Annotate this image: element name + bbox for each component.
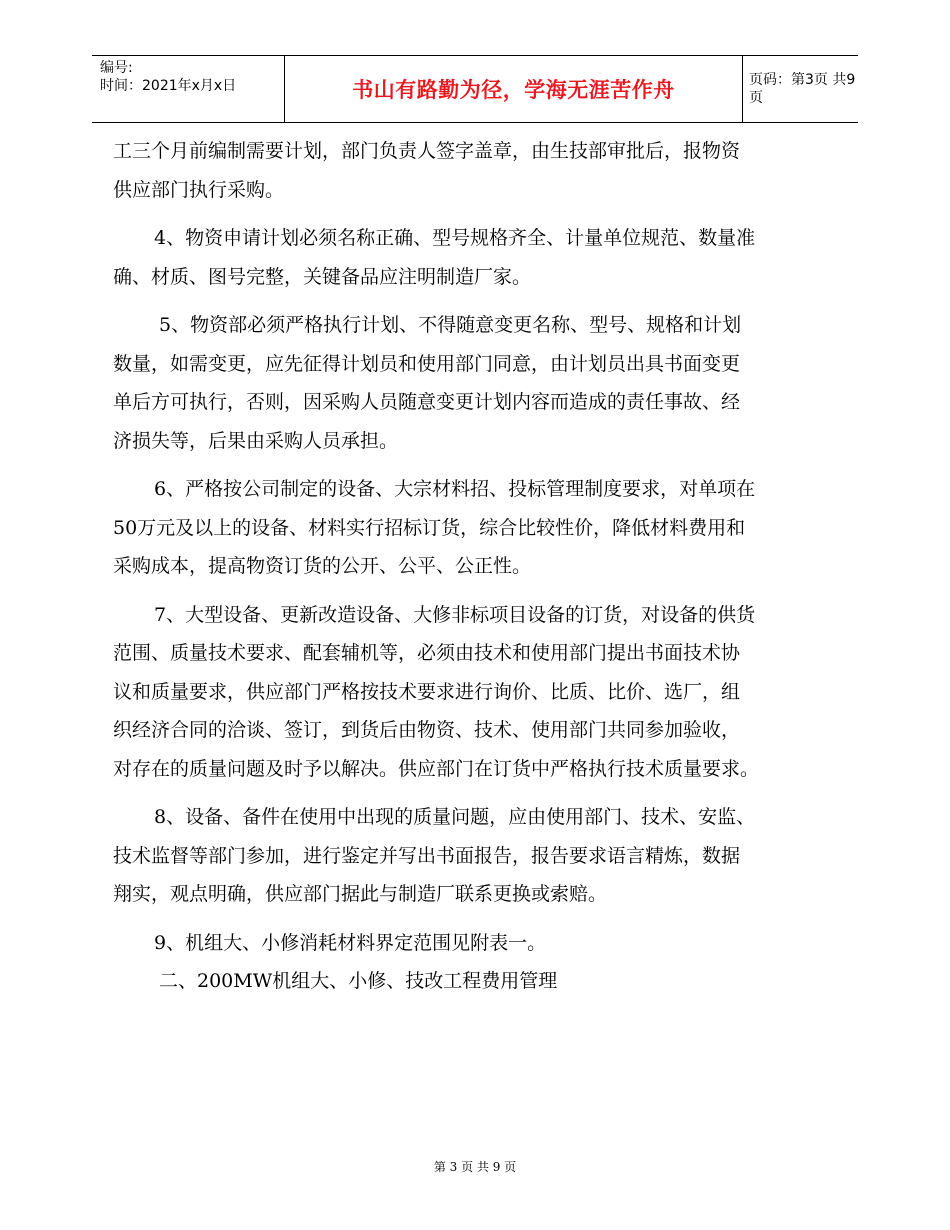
page-footer: 第 3 页 共 9 页 bbox=[433, 1160, 517, 1174]
body-line: 50万元及以上的设备、材料实行招标订货，综合比较性价，降低材料费用和 bbox=[113, 516, 746, 539]
document-time-label: 时间：2021年x月x日 bbox=[100, 78, 237, 94]
document-number-label: 编号: bbox=[100, 60, 133, 76]
section-heading: 二、200MW机组大、小修、技改工程费用管理 bbox=[159, 970, 558, 992]
body-line: 4、物资申请计划必须名称正确、型号规格齐全、计量单位规范、数量准 bbox=[154, 227, 756, 249]
body-line: 6、严格按公司制定的设备、大宗材料招、投标管理制度要求，对单项在 bbox=[154, 478, 756, 500]
body-line: 工三个月前编制需要计划，部门负责人签字盖章，由生技部审批后，报物资 bbox=[113, 140, 741, 162]
body-line: 数量，如需变更，应先征得计划员和使用部门同意，由计划员出具书面变更 bbox=[113, 352, 741, 375]
header-motto-cell bbox=[284, 56, 743, 122]
body-line: 技术监督等部门参加，进行鉴定并写出书面报告，报告要求语言精炼，数据 bbox=[113, 844, 741, 867]
page-header bbox=[92, 55, 858, 123]
body-line: 5、物资部必须严格执行计划、不得随意变更名称、型号、规格和计划 bbox=[159, 314, 742, 336]
body-line: 织经济合同的洽谈、签订，到货后由物资、技术、使用部门共同参加验收， bbox=[113, 719, 741, 741]
body-line: 供应部门执行采购。 bbox=[113, 178, 285, 201]
body-line: 确、材质、图号完整，关键备品应注明制造厂家。 bbox=[113, 265, 532, 288]
header-motto: 书山有路勤为径，学海无涯苦作舟 bbox=[352, 78, 675, 102]
body-line: 9、机组大、小修消耗材料界定范围见附表一。 bbox=[154, 931, 547, 954]
body-line: 7、大型设备、更新改造设备、大修非标项目设备的订货，对设备的供货 bbox=[154, 603, 756, 626]
body-line: 济损失等，后果由采购人员承担。 bbox=[113, 429, 399, 452]
body-line: 议和质量要求，供应部门严格按技术要求进行询价、比质、比价、选厂，组 bbox=[113, 680, 741, 703]
body-line: 翔实，观点明确，供应部门据此与制造厂联系更换或索赔。 bbox=[113, 883, 608, 905]
header-page-label: 页码：第3页 共9页 bbox=[749, 72, 856, 106]
body-line: 对存在的质量问题及时予以解决。供应部门在订货中严格执行技术质量要求。 bbox=[113, 757, 760, 780]
body-line: 单后方可执行，否则，因采购人员随意变更计划内容而造成的责任事故、经 bbox=[113, 391, 741, 413]
body-line: 8、设备、备件在使用中出现的质量问题，应由使用部门、技术、安监、 bbox=[154, 806, 756, 828]
body-line: 采购成本，提高物资订货的公开、公平、公正性。 bbox=[113, 555, 532, 577]
header-right-cell bbox=[742, 56, 865, 122]
body-line: 范围、质量技术要求、配套辅机等，必须由技术和使用部门提出书面技术协 bbox=[113, 642, 741, 664]
header-left-cell bbox=[92, 56, 284, 122]
document-body bbox=[113, 132, 843, 1001]
